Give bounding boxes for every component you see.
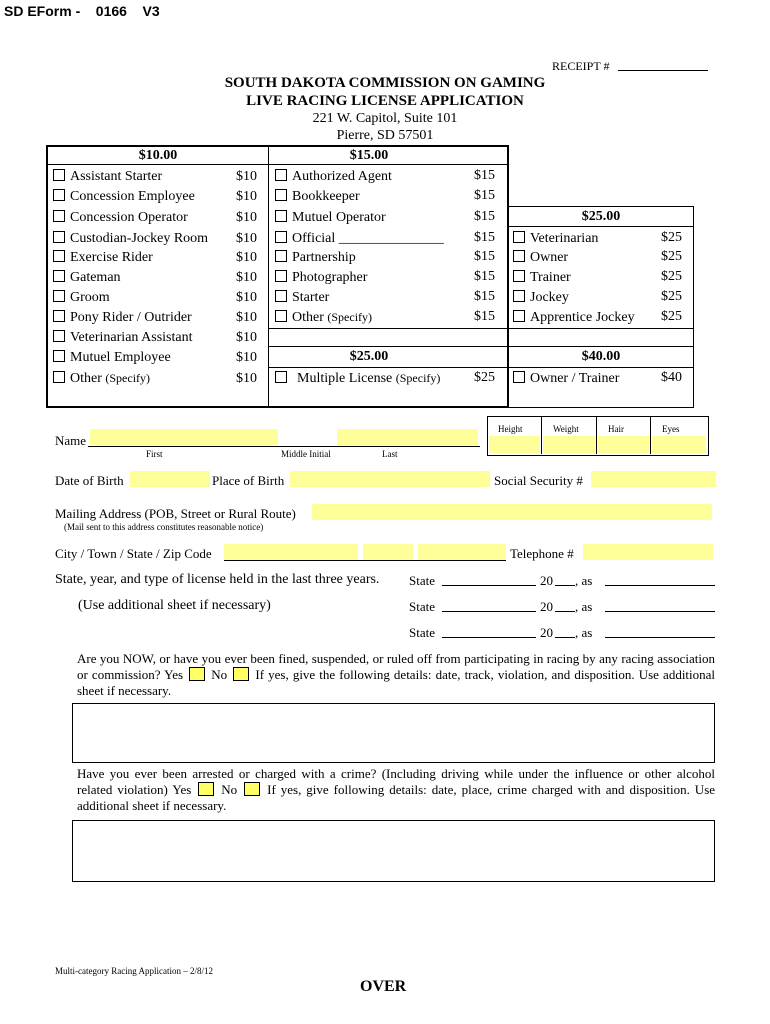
col3-header-rule xyxy=(508,226,694,227)
divider xyxy=(541,416,542,454)
mid-rule-2 xyxy=(268,346,694,347)
checkbox[interactable] xyxy=(53,231,65,243)
height-label: Height xyxy=(498,424,523,434)
history-state-2[interactable] xyxy=(442,598,536,612)
price: $15 xyxy=(474,289,495,304)
price: $15 xyxy=(474,249,495,264)
history-state-label: State xyxy=(409,599,435,614)
price: $10 xyxy=(236,231,257,246)
eyes-label: Eyes xyxy=(662,424,680,434)
price: $25 xyxy=(661,289,682,304)
price: $10 xyxy=(236,290,257,305)
mid-rule xyxy=(268,328,694,329)
city-line xyxy=(224,544,506,561)
price: $10 xyxy=(236,310,257,325)
middle-label: Middle Initial xyxy=(281,449,331,459)
checkbox[interactable] xyxy=(513,231,525,243)
history-as-label: , as xyxy=(575,599,593,614)
divider xyxy=(650,416,651,454)
price: $25 xyxy=(474,370,495,385)
price: $25 xyxy=(661,309,682,324)
dob-input[interactable] xyxy=(130,471,210,487)
history-state-label: State xyxy=(409,625,435,640)
price: $10 xyxy=(236,169,257,184)
divider xyxy=(596,416,597,454)
first-name-input[interactable] xyxy=(90,429,278,445)
hair-label: Hair xyxy=(608,424,624,434)
footer-note: Multi-category Racing Application – 2/8/12 xyxy=(55,966,213,976)
history-as-label: , as xyxy=(575,573,593,588)
q1-yes-checkbox[interactable] xyxy=(189,667,205,681)
last-label: Last xyxy=(382,449,398,459)
phone-label: Telephone # xyxy=(510,546,574,561)
col1-header: $10.00 xyxy=(138,148,178,163)
q2-no-checkbox[interactable] xyxy=(244,782,260,796)
q2-details-box[interactable] xyxy=(72,820,715,882)
option-jockey[interactable]: Jockey xyxy=(513,290,569,306)
over-label: OVER xyxy=(360,978,407,995)
option-mutuel-operator[interactable]: Mutuel Operator xyxy=(275,210,386,226)
price: $10 xyxy=(236,350,257,365)
form-title: LIVE RACING LICENSE APPLICATION xyxy=(246,93,524,109)
checkbox[interactable] xyxy=(53,189,65,201)
table-divider xyxy=(268,145,269,408)
checkbox[interactable] xyxy=(275,270,287,282)
checkbox[interactable] xyxy=(53,310,65,322)
history-year-2[interactable] xyxy=(555,598,575,612)
checkbox[interactable] xyxy=(53,371,65,383)
checkbox[interactable] xyxy=(53,350,65,362)
eyes-input[interactable] xyxy=(652,436,706,453)
city-label: City / Town / State / Zip Code xyxy=(55,546,212,561)
checkbox[interactable] xyxy=(275,250,287,262)
checkbox[interactable] xyxy=(513,290,525,302)
checkbox[interactable] xyxy=(513,270,525,282)
price: $15 xyxy=(474,209,495,224)
question-arrested: Have you ever been arrested or charged with a crime? (Including driving while under the influence or other alcohol related violation) Yes No If yes, give following details: date, place, crime charged with and disposition. Use additional sheet if necessary. xyxy=(77,766,716,813)
checkbox[interactable] xyxy=(53,169,65,181)
price: $10 xyxy=(236,250,257,265)
checkbox[interactable] xyxy=(275,189,287,201)
mailing-input[interactable] xyxy=(312,504,712,520)
mid-rule-3 xyxy=(268,367,694,368)
history-type-1[interactable] xyxy=(605,572,715,586)
address-line2: Pierre, SD 57501 xyxy=(336,128,434,143)
option-official[interactable]: Official _______________ xyxy=(275,231,444,247)
pob-input[interactable] xyxy=(290,471,490,487)
option-mutuel-employee[interactable]: Mutuel Employee xyxy=(53,350,171,366)
history-state-3[interactable] xyxy=(442,624,536,638)
receipt-label: RECEIPT # xyxy=(552,59,610,73)
price: $15 xyxy=(474,230,495,245)
price: $10 xyxy=(236,371,257,386)
price: $40 xyxy=(661,370,682,385)
price: $25 xyxy=(661,269,682,284)
option-trainer[interactable]: Trainer xyxy=(513,270,571,286)
price: $15 xyxy=(474,188,495,203)
checkbox[interactable] xyxy=(275,169,287,181)
col3-header2: $40.00 xyxy=(581,349,621,364)
history-year-label: 20 xyxy=(540,625,553,640)
table-header-rule xyxy=(48,164,507,165)
history-year-3[interactable] xyxy=(555,624,575,638)
option-custodian-jockey-room[interactable]: Custodian-Jockey Room xyxy=(53,231,208,247)
history-year-label: 20 xyxy=(540,573,553,588)
option-concession-employee[interactable]: Concession Employee xyxy=(53,189,195,205)
question-fined-suspended: Are you NOW, or have you ever been fined, suspended, or ruled off from participating in racing by any racing association or commission? Yes No If yes, give the following details: date, track, violation, and disposition. Use additional sheet if necessary. xyxy=(77,651,716,698)
pob-label: Place of Birth xyxy=(212,473,285,488)
price: $25 xyxy=(661,230,682,245)
checkbox[interactable] xyxy=(513,250,525,262)
checkbox[interactable] xyxy=(275,290,287,302)
option-starter[interactable]: Starter xyxy=(275,290,329,306)
option-concession-operator[interactable]: Concession Operator xyxy=(53,210,188,226)
receipt-line xyxy=(618,57,708,71)
history-state-label: State xyxy=(409,573,435,588)
option-apprentice-jockey[interactable]: Apprentice Jockey xyxy=(513,310,635,326)
name-label: Name xyxy=(55,433,87,448)
weight-input[interactable] xyxy=(543,436,595,453)
checkbox[interactable] xyxy=(513,371,525,383)
checkbox[interactable] xyxy=(275,371,287,383)
option-exercise-rider[interactable]: Exercise Rider xyxy=(53,250,153,266)
ssn-input[interactable] xyxy=(591,471,716,487)
option-multiple-license[interactable]: Multiple License (Specify) xyxy=(275,371,440,387)
last-name-input[interactable] xyxy=(337,429,478,445)
q1-no-checkbox[interactable] xyxy=(233,667,249,681)
phone-input[interactable] xyxy=(583,544,713,560)
mailing-label: Mailing Address (POB, Street or Rural Route) xyxy=(55,506,296,521)
ssn-label: Social Security # xyxy=(494,473,583,488)
q2-yes-checkbox[interactable] xyxy=(198,782,214,796)
option-other-15[interactable]: Other (Specify) xyxy=(275,310,372,326)
option-other-10[interactable]: Other (Specify) xyxy=(53,371,150,387)
option-assistant-starter[interactable]: Assistant Starter xyxy=(53,169,162,185)
address-line1: 221 W. Capitol, Suite 101 xyxy=(312,111,458,126)
checkbox[interactable] xyxy=(275,210,287,222)
form-id: SD EForm - 0166 V3 xyxy=(4,3,160,19)
agency-name: SOUTH DAKOTA COMMISSION ON GAMING xyxy=(224,75,546,91)
history-prompt: State, year, and type of license held in the last three years. xyxy=(55,572,380,587)
option-partnership[interactable]: Partnership xyxy=(275,250,356,266)
price: $15 xyxy=(474,269,495,284)
option-owner[interactable]: Owner xyxy=(513,250,568,266)
height-input[interactable] xyxy=(489,436,540,453)
checkbox[interactable] xyxy=(53,210,65,222)
history-as-label: , as xyxy=(575,625,593,640)
history-note: (Use additional sheet if necessary) xyxy=(78,598,271,613)
price: $10 xyxy=(236,189,257,204)
checkbox[interactable] xyxy=(53,290,65,302)
multi-header: $25.00 xyxy=(349,349,389,364)
checkbox[interactable] xyxy=(513,310,525,322)
price: $10 xyxy=(236,270,257,285)
mailing-note: (Mail sent to this address constitutes reasonable notice) xyxy=(64,522,264,532)
history-year-label: 20 xyxy=(540,599,553,614)
option-owner-trainer[interactable]: Owner / Trainer xyxy=(513,371,619,387)
col3-header: $25.00 xyxy=(581,209,621,224)
first-label: First xyxy=(146,449,163,459)
col2-header: $15.00 xyxy=(349,148,389,163)
checkbox[interactable] xyxy=(275,310,287,322)
checkbox[interactable] xyxy=(53,270,65,282)
option-photographer[interactable]: Photographer xyxy=(275,270,367,286)
price: $25 xyxy=(661,249,682,264)
q1-details-box[interactable] xyxy=(72,703,715,763)
weight-label: Weight xyxy=(553,424,579,434)
checkbox[interactable] xyxy=(53,330,65,342)
history-year-1[interactable] xyxy=(555,572,575,586)
history-type-3[interactable] xyxy=(605,624,715,638)
history-state-1[interactable] xyxy=(442,572,536,586)
price: $15 xyxy=(474,168,495,183)
option-groom[interactable]: Groom xyxy=(53,290,110,306)
option-bookkeeper[interactable]: Bookkeeper xyxy=(275,189,360,205)
price: $15 xyxy=(474,309,495,324)
dob-label: Date of Birth xyxy=(55,473,124,488)
option-authorized-agent[interactable]: Authorized Agent xyxy=(275,169,392,185)
history-type-2[interactable] xyxy=(605,598,715,612)
option-veterinarian[interactable]: Veterinarian xyxy=(513,231,598,247)
option-pony-rider-outrider[interactable]: Pony Rider / Outrider xyxy=(53,310,192,326)
price: $10 xyxy=(236,330,257,345)
hair-input[interactable] xyxy=(598,436,649,453)
checkbox[interactable] xyxy=(53,250,65,262)
option-veterinarian-assistant[interactable]: Veterinarian Assistant xyxy=(53,330,192,346)
option-gateman[interactable]: Gateman xyxy=(53,270,121,286)
checkbox[interactable] xyxy=(275,231,287,243)
price: $10 xyxy=(236,210,257,225)
